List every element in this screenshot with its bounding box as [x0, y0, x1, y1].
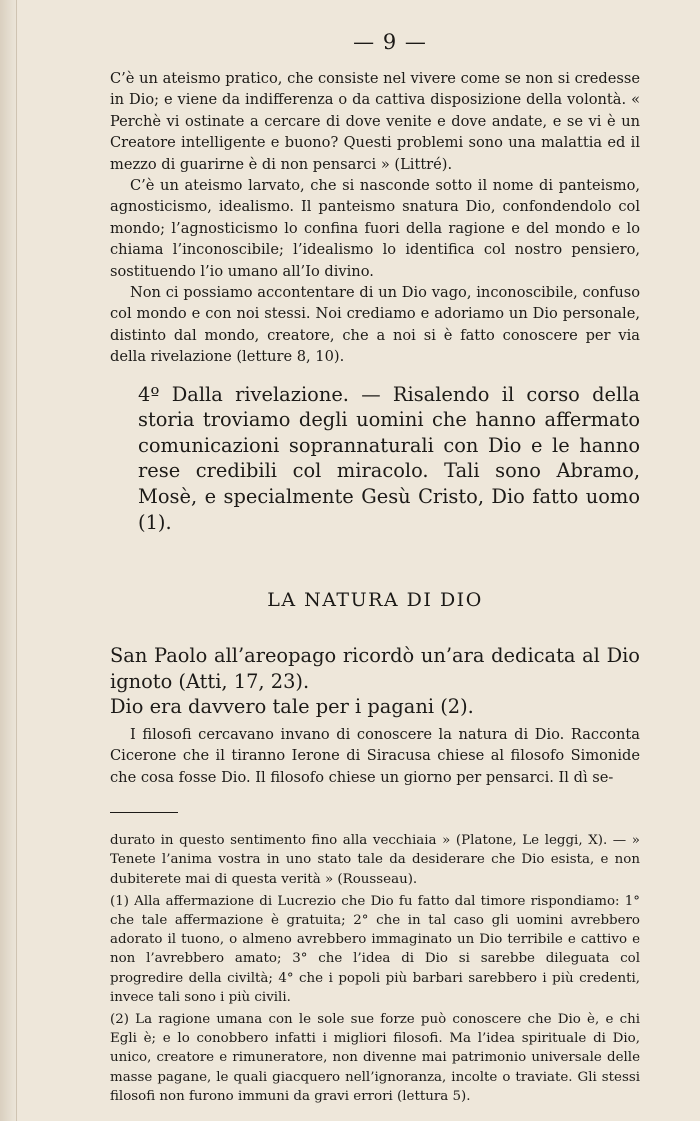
- nature-body: [110, 724, 640, 788]
- section-title: LA NATURA DI DIO: [267, 589, 483, 612]
- paragraph-personal-god: Non ci possiamo accontentare di un Dio vago, inconoscibile, confuso col mondo e con noi stessi. Noi crediamo e adoriamo un Dio personale, distinto dal mondo, creatore, che a noi si è fatto conoscere per via della rivelazione (letture 8, 10).: [110, 284, 640, 366]
- footnote-2: (2) La ragione umana con le sole sue forze può conoscere che Dio è, e chi Egli è; e lo conobbero infatti i migliori filosofi. Ma l’idea spirituale di Dio, unico, creatore e rimuneratore, non divenne mai patrimonio universale delle masse pagane, le quali giacquero nell’ignoranza, incolte o traviate. Gli stessi filosofi non furono immuni da gravi errori (lettura 5).: [110, 1012, 640, 1104]
- paragraph-unknown-god: San Paolo all’areopago ricordò un’ara dedicata al Dio ignoto (Atti, 17, 23).: [110, 644, 640, 693]
- page-content: [110, 30, 640, 1109]
- paragraph-philosophers: I filosofi cercavano invano di conoscere la natura di Dio. Racconta Cicerone che il tiranno Ierone di Siracusa chiese al filosofo Simonide che cosa fosse Dio. Il filosofo chiese un giorno per pensarci. Il dì se-: [110, 726, 640, 786]
- paragraph-practical-atheism: C’è un ateismo pratico, che consiste nel vivere come se non si credesse in Dio; e viene da indifferenza o da cattiva disposizione della volontà. « Perchè vi ostinate a cercare di dove venite e dove andate, e se vi è un Creatore intelligente e buono? Questi problemi sono una malattia ed il mezzo di guarirne è di non pensarci » (Littré).: [110, 70, 640, 173]
- footnote-continuation: durato in questo sentimento fino alla vecchiaia » (Platone, Le leggi, X). — » Tenete l’anima vostra in uno stato tale da desiderare che Dio esista, e non dubiterete mai di questa verità » (Rousseau).: [110, 833, 640, 887]
- page-binding-line: [16, 0, 17, 1121]
- footnotes: [110, 831, 640, 1106]
- paragraph-pagans: Dio era davvero tale per i pagani (2).: [110, 695, 474, 719]
- footnote-1: (1) Alla affermazione di Lucrezio che Dio fu fatto dal timore rispondiamo: 1° che tale affermazione è gratuita; 2° che in tal caso gli uomini avrebbero adorato il tuono, o almeno avrebbero immaginato un Dio terribile e cattivo e non l’avrebbero amato; 3° che l’idea di Dio si sarebbe dileguata col progredire della civiltà; 4° che i popoli più barbari sarebbero i più credenti, invece tali sono i più civili.: [110, 893, 640, 1005]
- page-number: — 9 —: [353, 30, 427, 54]
- footnote-rule: [110, 812, 178, 813]
- paragraph-revelation: 4º Dalla rivelazione. — Risalendo il corso della storia troviamo degli uomini che hanno affermato comunicazioni soprannaturali con Dio e le hanno rese credibili col miracolo. Tali sono Abramo, Mosè, e specialmente Gesù Cristo, Dio fatto uomo (1).: [138, 382, 640, 534]
- revelation-section: [110, 382, 640, 536]
- nature-lead: [110, 643, 640, 720]
- atheism-section: [110, 68, 640, 368]
- paragraph-veiled-atheism: C’è un ateismo larvato, che si nasconde sotto il nome di panteismo, agnosticismo, idealismo. Il panteismo snatura Dio, confondendolo col mondo; l’agnosticismo lo confina fuori della ragione e del mondo e lo chiama l’inconoscibile; l’idealismo lo identifica col nostro pensiero, sostituendo l’io umano all’Io divino.: [110, 177, 640, 280]
